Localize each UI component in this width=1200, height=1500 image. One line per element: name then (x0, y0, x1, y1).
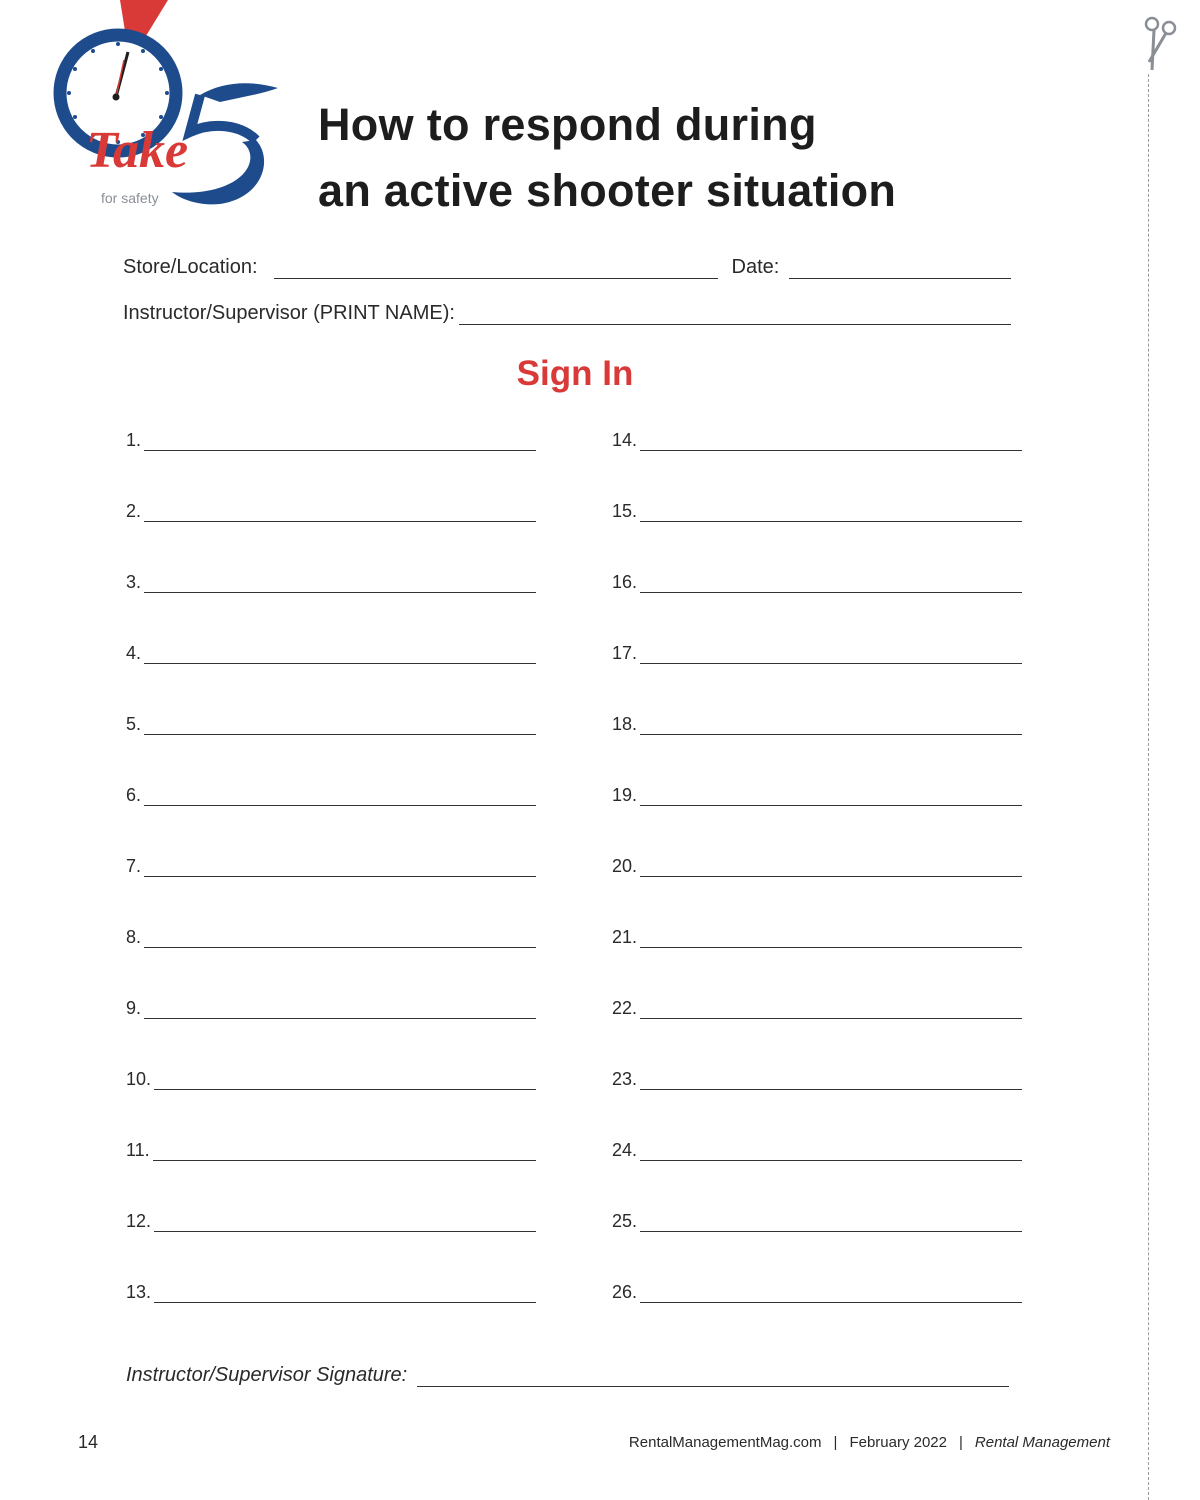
signature-line[interactable] (640, 1284, 1022, 1303)
five-flag (200, 83, 278, 102)
sign-in-heading: Sign In (516, 354, 634, 393)
entry-number: 17. (612, 643, 638, 663)
entry-number: 6. (126, 785, 142, 805)
sign-in-entry (612, 856, 1022, 877)
sign-in-entry (612, 785, 1022, 806)
signature-line[interactable] (144, 787, 536, 806)
sign-in-entry (612, 430, 1022, 451)
signature-line[interactable] (153, 1142, 536, 1161)
sign-in-entry (126, 430, 536, 451)
signature-line[interactable] (154, 1071, 536, 1090)
page-title (318, 92, 896, 224)
instructor-name-field[interactable] (459, 304, 1011, 325)
signature-line[interactable] (640, 645, 1022, 664)
title-line-2: an active shooter situation (318, 165, 897, 216)
entry-number: 2. (126, 501, 142, 521)
sign-in-entry (126, 501, 536, 522)
footer-date: February 2022 (849, 1434, 947, 1451)
store-location-label: Store/Location: (123, 256, 258, 278)
entry-number: 22. (612, 998, 638, 1018)
entry-number: 20. (612, 856, 638, 876)
signature-line[interactable] (640, 1142, 1022, 1161)
entry-number: 10. (126, 1069, 152, 1089)
sign-in-entry (612, 501, 1022, 522)
sign-in-entry (126, 927, 536, 948)
sign-in-entry (612, 1211, 1022, 1232)
footer (629, 1434, 1110, 1451)
sign-in-entry (612, 572, 1022, 593)
signature-line[interactable] (640, 787, 1022, 806)
entry-number: 3. (126, 572, 142, 592)
title-line-1: How to respond during (318, 99, 817, 150)
entry-number: 23. (612, 1069, 638, 1089)
sign-in-entry (612, 998, 1022, 1019)
five-stem (190, 95, 256, 140)
instructor-name-row (123, 302, 1011, 325)
entry-number: 5. (126, 714, 142, 734)
entry-number: 9. (126, 998, 142, 1018)
entry-number: 4. (126, 643, 142, 663)
sign-in-entry (612, 1282, 1022, 1303)
entry-number: 1. (126, 430, 142, 450)
signature-line[interactable] (640, 503, 1022, 522)
signature-line[interactable] (154, 1213, 536, 1232)
logo-word: Take (86, 122, 189, 179)
footer-magazine: Rental Management (974, 1434, 1110, 1451)
signature-label: Instructor/Supervisor Signature: (126, 1364, 408, 1386)
logo-tagline: for safety (101, 190, 159, 206)
sign-in-entry (126, 1140, 536, 1161)
sign-in-entry (126, 643, 536, 664)
footer-separator: | (833, 1434, 838, 1451)
store-location-field[interactable] (274, 258, 718, 279)
sign-in-entry (126, 1282, 536, 1303)
signature-line[interactable] (144, 716, 536, 735)
sign-in-entry (126, 998, 536, 1019)
entry-number: 25. (612, 1211, 638, 1231)
entry-number: 19. (612, 785, 638, 805)
sign-in-entry (612, 1140, 1022, 1161)
signature-line[interactable] (640, 1071, 1022, 1090)
scissors-icon (1140, 14, 1180, 74)
signature-row (126, 1364, 1009, 1387)
cut-line (1148, 74, 1149, 1500)
page-number: 14 (78, 1432, 99, 1452)
signature-line[interactable] (144, 432, 536, 451)
instructor-name-label: Instructor/Supervisor (PRINT NAME): (123, 302, 455, 324)
entry-number: 7. (126, 856, 142, 876)
signature-line[interactable] (640, 1213, 1022, 1232)
signature-line[interactable] (640, 929, 1022, 948)
signature-line[interactable] (154, 1284, 536, 1303)
date-field[interactable] (789, 258, 1011, 279)
sign-in-entry (126, 856, 536, 877)
sign-in-entry (612, 927, 1022, 948)
signature-line[interactable] (640, 574, 1022, 593)
entry-number: 12. (126, 1211, 152, 1231)
signature-line[interactable] (144, 503, 536, 522)
signature-line[interactable] (144, 1000, 536, 1019)
entry-number: 18. (612, 714, 638, 734)
date-label: Date: (731, 256, 780, 278)
footer-site: RentalManagementMag.com (628, 1434, 822, 1451)
entry-number: 24. (612, 1140, 638, 1160)
sign-in-entry (612, 714, 1022, 735)
signature-field[interactable] (417, 1366, 1009, 1387)
entry-number: 14. (612, 430, 638, 450)
signature-line[interactable] (144, 645, 536, 664)
take5-logo (50, 0, 285, 210)
signature-line[interactable] (640, 716, 1022, 735)
entry-number: 21. (612, 927, 638, 947)
sign-in-entry (612, 643, 1022, 664)
sign-in-entry (126, 572, 536, 593)
sign-in-entry (612, 1069, 1022, 1090)
signature-line[interactable] (144, 858, 536, 877)
entry-number: 11. (126, 1140, 150, 1160)
store-date-row (123, 256, 1011, 279)
sign-in-entry (126, 1211, 536, 1232)
signature-line[interactable] (144, 574, 536, 593)
signature-line[interactable] (640, 1000, 1022, 1019)
entry-number: 26. (612, 1282, 638, 1302)
entry-number: 16. (612, 572, 638, 592)
signature-line[interactable] (144, 929, 536, 948)
entry-number: 15. (612, 501, 638, 521)
footer-separator: | (959, 1434, 963, 1451)
entry-number: 8. (126, 927, 142, 947)
signature-line[interactable] (640, 858, 1022, 877)
sign-in-entry (126, 714, 536, 735)
sign-in-entry (126, 1069, 536, 1090)
entry-number: 13. (126, 1282, 152, 1302)
signature-line[interactable] (640, 432, 1022, 451)
sign-in-entry (126, 785, 536, 806)
